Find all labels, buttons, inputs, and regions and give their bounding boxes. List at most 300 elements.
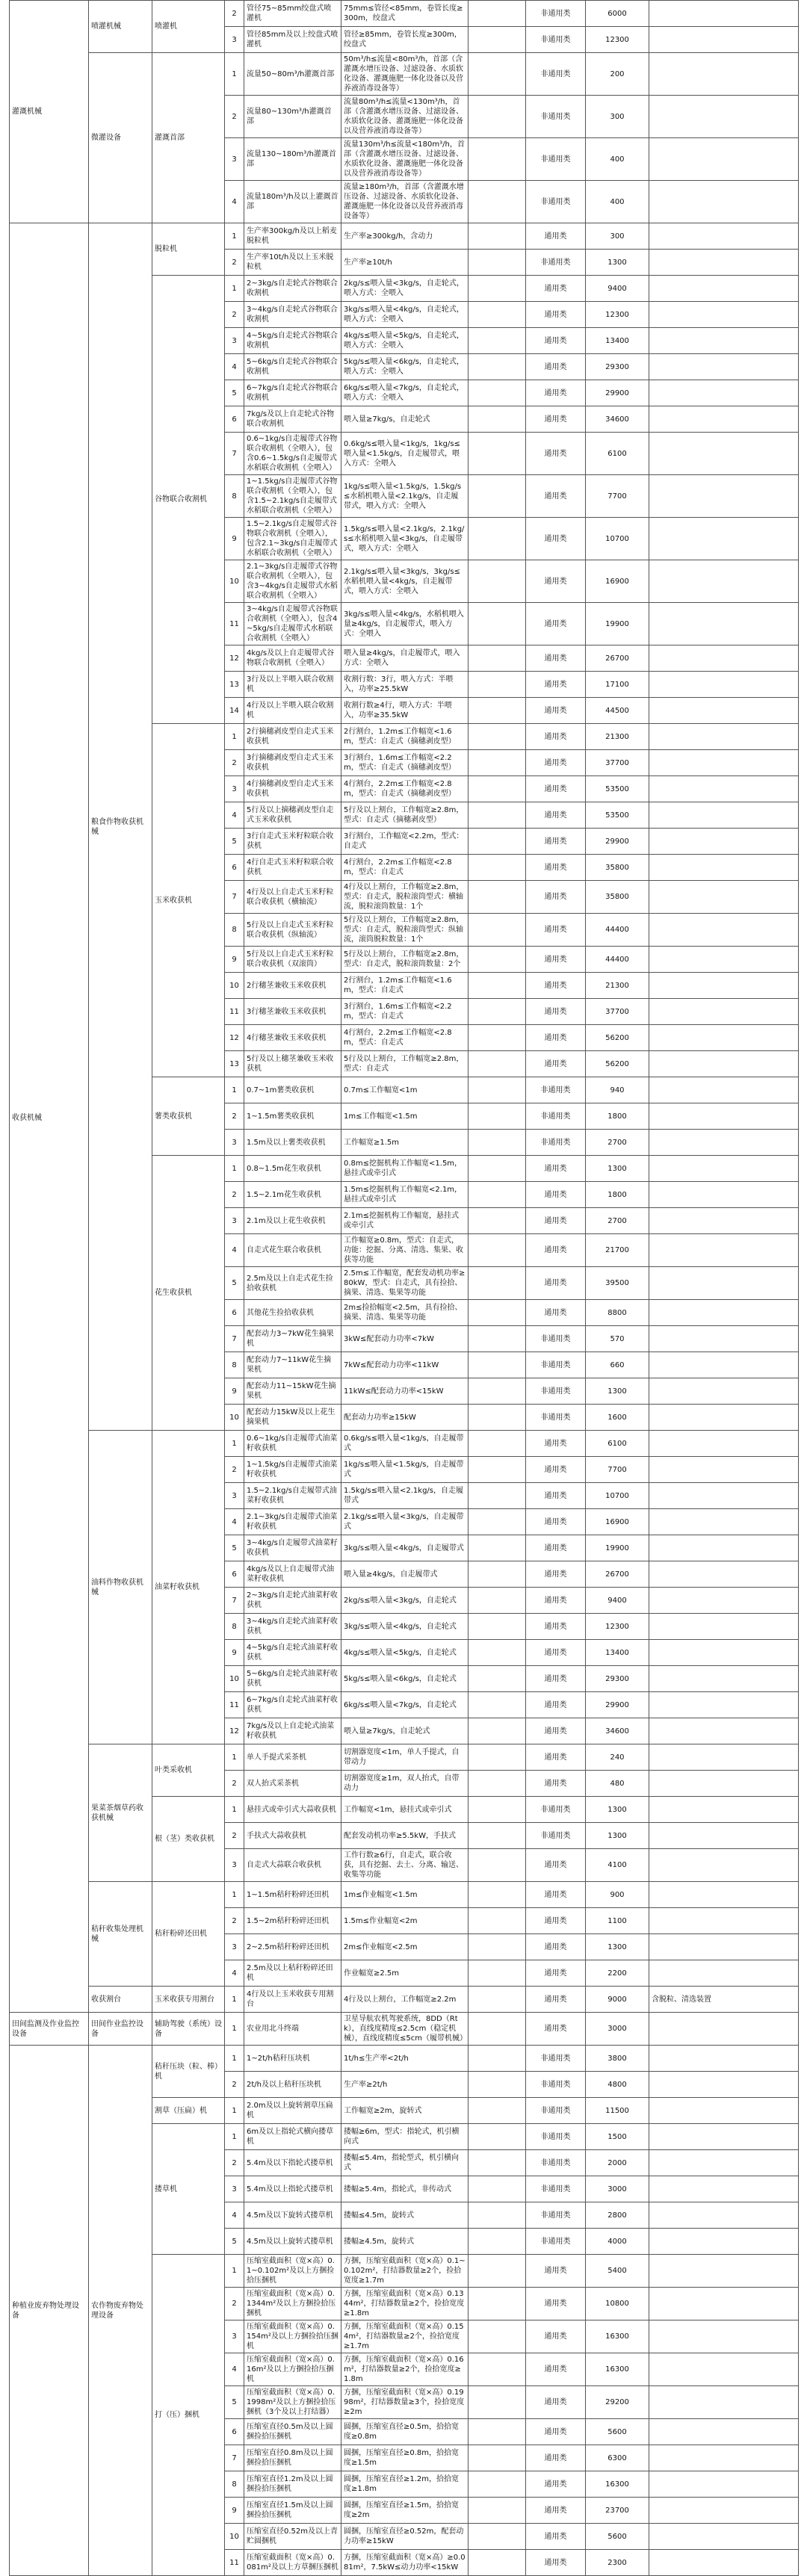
cell-note [649,1378,799,1405]
cell-parameters: 搂幅≥6m，型式：指轮式，机引横向式 [341,2124,469,2150]
cell-grade: 5.4m及以下指轮式搂草机 [244,2150,341,2176]
cell-parameters: 4行割台，2.2m≤工作幅宽<2.8m，型式：自走式 [341,1025,469,1051]
cell-index: 2 [225,1103,244,1130]
cell-type: 非通用类 [526,2046,586,2072]
cell-item: 打（压）捆机 [152,2255,225,2576]
cell-note [649,1535,799,1561]
cell-amount: 21300 [586,724,649,750]
cell-note: 含脱粒、清选装置 [649,1987,799,2013]
cell-parameters: 5行及以上割台，工作幅宽≥2.8m，型式：自走式 [341,1051,469,1077]
cell-parameters: 0.6kg/s≤喂入量<1kg/s，自走履带式 [341,1431,469,1457]
cell-grade: 0.6~1kg/s自走履带式谷物联合收割机（全喂入），包含0.6~1.5kg/s自走履带式水稻联合收割机（全喂入） [244,433,341,475]
cell-grade: 4行自走式玉米籽粒联合收获机 [244,855,341,881]
cell-note [649,1483,799,1509]
cell-type: 非通用类 [526,181,586,223]
cell-grade: 1.5~2.1m花生收获机 [244,1182,341,1208]
cell-type: 非通用类 [526,1326,586,1352]
cell-grade: 双人抬式采茶机 [244,1771,341,1797]
cell-type: 通用类 [526,1267,586,1300]
cell-index: 11 [225,999,244,1025]
cell-grade: 4~5kg/s自走轮式谷物联合收割机 [244,328,341,354]
cell-grade: 压缩室截面积（宽×高）0.1~0.102m²及以上方捆捡拾压捆机 [244,2255,341,2288]
cell-amount: 16900 [586,560,649,603]
cell-amount: 29900 [586,829,649,855]
cell-index: 5 [225,1535,244,1561]
cell-remark-a [469,881,526,914]
cell-index: 9 [225,518,244,560]
cell-amount: 2200 [586,1960,649,1987]
cell-type: 通用类 [526,560,586,603]
cell-note [649,1,799,27]
cell-remark-a [469,433,526,475]
cell-remark-a [469,2471,526,2498]
cell-index: 2 [225,1771,244,1797]
cell-remark-a [469,1,526,27]
cell-parameters: 生产率≥2t/h [341,2072,469,2098]
cell-grade: 管径85mm及以上绞盘式喷灌机 [244,27,341,53]
cell-type: 通用类 [526,380,586,406]
cell-amount: 29900 [586,1692,649,1718]
cell-note [649,1025,799,1051]
cell-parameters: 5行及以上割台，工作幅宽≥2.8m，型式：自走式，脱粒滚筒数量：2个 [341,947,469,973]
cell-remark-a [469,1103,526,1130]
cell-parameters: 生产率≥10t/h [341,250,469,276]
cell-grade: 配套动力15kW及以上花生摘果机 [244,1405,341,1431]
cell-index: 2 [225,1182,244,1208]
cell-parameters: 5行及以上割台，工作幅宽≥2.8m，型式：自走式（摘穗剥皮型） [341,802,469,829]
cell-amount: 1300 [586,1156,649,1182]
cell-remark-a [469,250,526,276]
cell-parameters: 方捆，压缩室截面积（宽×高）0.16m²，打结器数量≥2个，捡拾宽度≥1.8m [341,2353,469,2386]
cell-note [649,1234,799,1267]
cell-amount: 35800 [586,855,649,881]
cell-amount: 21300 [586,973,649,999]
cell-index: 5 [225,829,244,855]
cell-parameters: 1.5m≤作业幅宽<2m [341,1908,469,1934]
cell-grade: 3~4kg/s自走履带式油菜籽收获机 [244,1535,341,1561]
cell-index: 5 [225,380,244,406]
cell-amount: 16300 [586,2471,649,2498]
cell-type: 通用类 [526,1588,586,1614]
cell-amount: 570 [586,1326,649,1352]
cell-amount: 1800 [586,1182,649,1208]
cell-note [649,881,799,914]
cell-note [649,2445,799,2471]
cell-remark-a [469,1718,526,1744]
cell-parameters: 工作行数≥6行，自走式，联合收获，具有挖掘、去土、分离、输送、收集等功能 [341,1849,469,1882]
cell-note [649,2124,799,2150]
cell-parameters: 4行及以上割台，工作幅宽≥2.2m [341,1987,469,2013]
cell-amount: 29200 [586,2386,649,2419]
cell-remark-a [469,2255,526,2288]
cell-type: 非通用类 [526,2202,586,2229]
cell-index: 1 [225,1797,244,1823]
cell-item: 油菜籽收获机 [152,1431,225,1744]
cell-index: 13 [225,1051,244,1077]
cell-amount: 29300 [586,1666,649,1692]
cell-item: 玉米收获机 [152,724,225,1077]
cell-type: 通用类 [526,603,586,645]
cell-amount: 7700 [586,1457,649,1483]
cell-amount: 35800 [586,881,649,914]
cell-amount: 6000 [586,1,649,27]
cell-remark-a [469,2202,526,2229]
cell-index: 3 [225,138,244,181]
cell-note [649,354,799,380]
cell-type: 通用类 [526,354,586,380]
cell-category: 收获机械 [10,223,89,2013]
cell-note [649,2098,799,2124]
cell-parameters: 工作幅宽≥1.5m [341,1130,469,1156]
cell-index: 14 [225,698,244,724]
cell-note [649,947,799,973]
cell-index: 3 [225,1208,244,1234]
cell-note [649,433,799,475]
cell-grade: 0.6~1kg/s自走履带式油菜籽收获机 [244,1431,341,1457]
cell-amount: 9000 [586,1987,649,2013]
cell-amount: 400 [586,138,649,181]
cell-note [649,2229,799,2255]
cell-index: 1 [225,1882,244,1908]
cell-note [649,603,799,645]
cell-amount: 480 [586,1771,649,1797]
cell-parameters: 搂幅≤5.4m，指轮型式，机引横向式 [341,2150,469,2176]
cell-index: 10 [225,1666,244,1692]
cell-parameters: 1m≤工作幅宽<1.5m [341,1103,469,1130]
cell-note [649,1666,799,1692]
cell-remark-a [469,2176,526,2202]
cell-grade: 7kg/s及以上自走轮式油菜籽收获机 [244,1718,341,1744]
table-row [10,1431,799,1457]
cell-note [649,645,799,672]
cell-note [649,1208,799,1234]
cell-type: 通用类 [526,999,586,1025]
cell-amount: 6100 [586,433,649,475]
cell-type: 通用类 [526,645,586,672]
cell-parameters: 4行割台，2.2m≤工作幅宽<2.8m，型式：自走式 [341,855,469,881]
cell-type: 通用类 [526,223,586,250]
cell-parameters: 2kg/s≤喂入量<3kg/s，自走轮式 [341,1588,469,1614]
cell-index: 12 [225,1718,244,1744]
cell-grade: 0.8~1.5m花生收获机 [244,1156,341,1182]
cell-index: 10 [225,2524,244,2550]
cell-index: 2 [225,2288,244,2320]
cell-amount: 53500 [586,776,649,802]
cell-item: 花生收获机 [152,1156,225,1431]
cell-note [649,1103,799,1130]
cell-remark-a [469,181,526,223]
cell-amount: 6300 [586,2445,649,2471]
cell-remark-a [469,1182,526,1208]
cell-amount: 37700 [586,999,649,1025]
cell-grade: 6~7kg/s自走轮式谷物联合收割机 [244,380,341,406]
cell-grade: 4行穗茎兼收玉米收获机 [244,1025,341,1051]
cell-remark-a [469,1378,526,1405]
cell-grade: 流量80~130m³/h灌溉首部 [244,96,341,138]
cell-parameters: 3kg/s≤喂入量<4kg/s，自走履带式 [341,1535,469,1561]
cell-note [649,27,799,53]
cell-grade: 2.1~3kg/s自走履带式谷物联合收割机（全喂入），包含3~4kg/s自走履带式水稻联合收割机（全喂入） [244,560,341,603]
cell-note [649,1457,799,1483]
cell-type: 通用类 [526,1535,586,1561]
cell-grade: 1~1.5kg/s自走履带式谷物联合收割机（全喂入），包含1.5~2.1kg/s自走履带式水稻联合收割机（全喂入） [244,475,341,518]
cell-index: 8 [225,475,244,518]
cell-parameters: 2kg/s≤喂入量<3kg/s，自走轮式，喂入方式：全喂入 [341,276,469,302]
cell-parameters: 5行及以上割台，工作幅宽≥2.8m，型式：自走式，脱粒滚筒型式：纵轴流，滚筒脱粒数量：1个 [341,914,469,947]
cell-type: 通用类 [526,914,586,947]
cell-parameters: 配套动力功率≥15kW [341,1405,469,1431]
cell-note [649,2072,799,2098]
cell-remark-a [469,1588,526,1614]
cell-grade: 2t/h及以上秸秆压块机 [244,2072,341,2098]
cell-note [649,1640,799,1666]
cell-index: 1 [225,1156,244,1182]
cell-note [649,1352,799,1378]
cell-type: 通用类 [526,750,586,776]
cell-parameters: 2.1kg/s≤喂入量<3kg/s，3kg/s≤水稻机喂入量<4kg/s，自走履带式，喂入方式：全喂入 [341,560,469,603]
cell-parameters: 1t/h≤生产率<2t/h [341,2046,469,2072]
cell-amount: 1600 [586,1405,649,1431]
cell-grade: 4.5m及以下旋转式搂草机 [244,2202,341,2229]
cell-grade: 2~3kg/s自走轮式油菜籽收获机 [244,1588,341,1614]
cell-item: 薯类收获机 [152,1077,225,1156]
cell-note [649,2320,799,2353]
cell-grade: 2~3kg/s自走轮式谷物联合收割机 [244,276,341,302]
cell-parameters: 1kg/s≤喂入量<1.5kg/s，1.5kg/s≤水稻机喂入量<2.1kg/s，自走履带式，喂入方式：全喂入 [341,475,469,518]
cell-note [649,1934,799,1960]
cell-grade: 自走式花生联合收获机 [244,1234,341,1267]
cell-grade: 压缩室截面积（宽×高）0.154m²及以上方捆捡拾压捆机 [244,2320,341,2353]
cell-grade: 压缩室直径1.5m及以上圆捆捡拾压捆机 [244,2498,341,2524]
cell-note [649,1718,799,1744]
cell-subcategory: 微灌设备 [89,53,152,223]
cell-parameters: 收割行数≥4行，喂入方式：半喂入，功率≥35.5kW [341,698,469,724]
cell-type: 通用类 [526,1666,586,1692]
cell-amount: 940 [586,1077,649,1103]
cell-amount: 2000 [586,2150,649,2176]
cell-amount: 26700 [586,1561,649,1588]
cell-item: 秸秆粉碎还田机 [152,1882,225,1987]
cell-grade: 压缩室截面积（宽×高）0.081m²及以上方草捆压捆机 [244,2550,341,2576]
cell-type: 通用类 [526,1744,586,1771]
cell-type: 通用类 [526,276,586,302]
cell-type: 非通用类 [526,1103,586,1130]
cell-parameters: 2行割台，1.2m≤工作幅宽<1.6m，型式：自走式 [341,973,469,999]
cell-note [649,672,799,698]
cell-grade: 2.5m及以上自走式花生捡拾收获机 [244,1267,341,1300]
cell-note [649,914,799,947]
cell-parameters: 50m³/h≤流量<80m³/h，首部（含灌溉水增压设备、过滤设备、水质软化设备、灌溉施肥一体化设备以及营养液消毒设备等） [341,53,469,96]
cell-note [649,1882,799,1908]
cell-grade: 3~4kg/s自走履带式谷物联合收割机（全喂入），包含4~5kg/s自走履带式水稻联合收割机（全喂入） [244,603,341,645]
cell-remark-a [469,2013,526,2046]
cell-amount: 200 [586,53,649,96]
cell-type: 通用类 [526,855,586,881]
cell-category: 田间监测及作业监控设备 [10,2013,89,2046]
cell-type: 通用类 [526,1771,586,1797]
cell-remark-a [469,518,526,560]
cell-remark-a [469,914,526,947]
cell-grade: 压缩室截面积（宽×高）0.1998m²及以上方捆捡拾压捆机（3个及以上打结器） [244,2386,341,2419]
cell-index: 2 [225,2150,244,2176]
cell-amount: 300 [586,96,649,138]
cell-amount: 8800 [586,1300,649,1326]
cell-amount: 1300 [586,1797,649,1823]
cell-remark-a [469,1771,526,1797]
cell-grade: 5行及以上自走式玉米籽粒联合收获机（双滚筒） [244,947,341,973]
cell-index: 10 [225,560,244,603]
cell-note [649,2202,799,2229]
cell-grade: 4kg/s及以上自走履带式谷物联合收割机（全喂入） [244,645,341,672]
cell-grade: 流量130~180m³/h灌溉首部 [244,138,341,181]
cell-grade: 2~2.5m秸秆粉碎还田机 [244,1934,341,1960]
cell-type: 通用类 [526,1182,586,1208]
cell-category: 种植业废弃物处理设备 [10,2046,89,2576]
cell-index: 2 [225,1,244,27]
cell-type: 通用类 [526,1908,586,1934]
cell-remark-a [469,1561,526,1588]
cell-grade: 5行及以上摘穗剥皮型自走式玉米收获机 [244,802,341,829]
cell-parameters: 方捆，压缩室截面积（宽×高）0.154m²，打结器数量≥2个，捡拾宽度≥1.7m [341,2320,469,2353]
cell-index: 7 [225,1588,244,1614]
cell-amount: 5600 [586,2419,649,2445]
cell-note [649,1156,799,1182]
cell-grade: 流量180m³/h及以上灌溉首部 [244,181,341,223]
cell-index: 1 [225,1431,244,1457]
cell-remark-a [469,645,526,672]
cell-grade: 压缩室直径1.2m及以上圆捆捡拾压捆机 [244,2471,341,2498]
cell-grade: 1~1.5m秸秆粉碎还田机 [244,1882,341,1908]
cell-index: 1 [225,2098,244,2124]
cell-parameters: 喂入量≥7kg/s，自走轮式 [341,1718,469,1744]
cell-index: 3 [225,1934,244,1960]
cell-type: 通用类 [526,406,586,433]
cell-note [649,1797,799,1823]
cell-subcategory: 果菜茶烟草药收获机械 [89,1744,152,1882]
cell-index: 1 [225,2013,244,2046]
cell-amount: 44400 [586,914,649,947]
cell-parameters: 方捆，压缩室截面积（宽×高）≥0.081m²，7.5kW≤动力功率<15kW [341,2550,469,2576]
cell-subcategory: 粮食作物收获机械 [89,223,152,1431]
cell-remark-a [469,672,526,698]
cell-grade: 生产率300kg/h及以上稻麦脱粒机 [244,223,341,250]
cell-type: 通用类 [526,881,586,914]
cell-grade: 6m及以上指轮式横向搂草机 [244,2124,341,2150]
cell-note [649,1692,799,1718]
cell-note [649,1267,799,1300]
cell-amount: 3000 [586,2176,649,2202]
cell-note [649,724,799,750]
cell-grade: 1~1.5kg/s自走履带式油菜籽收获机 [244,1457,341,1483]
cell-amount: 3000 [586,2013,649,2046]
cell-parameters: 0.6kg/s≤喂入量<1kg/s，1kg/s≤喂入量<1.5kg/s，自走履带式，喂入方式：全喂入 [341,433,469,475]
cell-remark-a [469,406,526,433]
cell-amount: 26700 [586,645,649,672]
cell-type: 通用类 [526,2550,586,2576]
cell-type: 非通用类 [526,2098,586,2124]
cell-note [649,855,799,881]
cell-amount: 2800 [586,2202,649,2229]
cell-index: 1 [225,1987,244,2013]
cell-subcategory: 收获割台 [89,1987,152,2013]
cell-type: 通用类 [526,1051,586,1077]
cell-remark-a [469,1797,526,1823]
cell-note [649,2046,799,2072]
cell-grade: 压缩室直径0.5m及以上圆捆捡拾压捆机 [244,2419,341,2445]
cell-amount: 1300 [586,250,649,276]
cell-note [649,2419,799,2445]
cell-remark-a [469,2288,526,2320]
cell-parameters: 3kg/s≤喂入量<4kg/s，自走轮式 [341,1614,469,1640]
cell-grade: 1~2t/h秸秆压块机 [244,2046,341,2072]
cell-type: 通用类 [526,1987,586,2013]
cell-remark-a [469,1934,526,1960]
cell-index: 5 [225,1267,244,1300]
cell-note [649,1960,799,1987]
cell-subcategory: 农作物废弃物处理设备 [89,2046,152,2576]
cell-amount: 12300 [586,1614,649,1640]
cell-index: 2 [225,302,244,328]
cell-remark-a [469,1352,526,1378]
cell-parameters: 生产率≥300kg/h，含动力 [341,223,469,250]
cell-parameters: 4kg/s≤喂入量<5kg/s，自走轮式，喂入方式：全喂入 [341,328,469,354]
cell-remark-a [469,223,526,250]
cell-remark-a [469,475,526,518]
cell-remark-a [469,999,526,1025]
cell-amount: 34600 [586,1718,649,1744]
cell-amount: 56200 [586,1051,649,1077]
cell-amount: 2700 [586,1208,649,1234]
cell-index: 6 [225,406,244,433]
cell-amount: 400 [586,181,649,223]
cell-type: 非通用类 [526,1130,586,1156]
cell-parameters: 0.7m≤工作幅宽<1m [341,1077,469,1103]
cell-remark-a [469,2098,526,2124]
cell-note [649,1300,799,1326]
cell-parameters: 3行割台，1.6m≤工作幅宽<2.2m，型式：自走式 [341,999,469,1025]
cell-item: 灌溉首部 [152,53,225,223]
cell-type: 通用类 [526,724,586,750]
cell-index: 2 [225,96,244,138]
cell-remark-a [469,354,526,380]
cell-index: 8 [225,2471,244,2498]
cell-item: 谷物联合收割机 [152,276,225,724]
cell-index: 2 [225,1823,244,1849]
cell-type: 通用类 [526,518,586,560]
cell-type: 通用类 [526,1718,586,1744]
cell-type: 非通用类 [526,2176,586,2202]
cell-parameters: 圆捆，压缩室直径≥0.8m，拾拾宽度≥1.5m [341,2445,469,2471]
cell-type: 非通用类 [526,1797,586,1823]
cell-remark-a [469,802,526,829]
cell-remark-a [469,276,526,302]
cell-grade: 2.5m及以上秸秆粉碎还田机 [244,1960,341,1987]
cell-grade: 3行穗茎兼收玉米收获机 [244,999,341,1025]
cell-note [649,1431,799,1457]
cell-amount: 1300 [586,1823,649,1849]
cell-subcategory: 喷灌机械 [89,1,152,53]
cell-type: 非通用类 [526,1352,586,1378]
cell-parameters: 搂幅≥4.5m，旋转式 [341,2229,469,2255]
cell-note [649,2471,799,2498]
cell-amount: 2300 [586,2550,649,2576]
cell-note [649,776,799,802]
cell-type: 通用类 [526,1509,586,1535]
cell-type: 通用类 [526,1692,586,1718]
cell-parameters: 6kg/s≤喂入量<7kg/s，自走轮式，喂入方式：全喂入 [341,380,469,406]
cell-grade: 4行摘穗剥皮型自走式玉米收获机 [244,776,341,802]
cell-grade: 2.1m及以上花生收获机 [244,1208,341,1234]
